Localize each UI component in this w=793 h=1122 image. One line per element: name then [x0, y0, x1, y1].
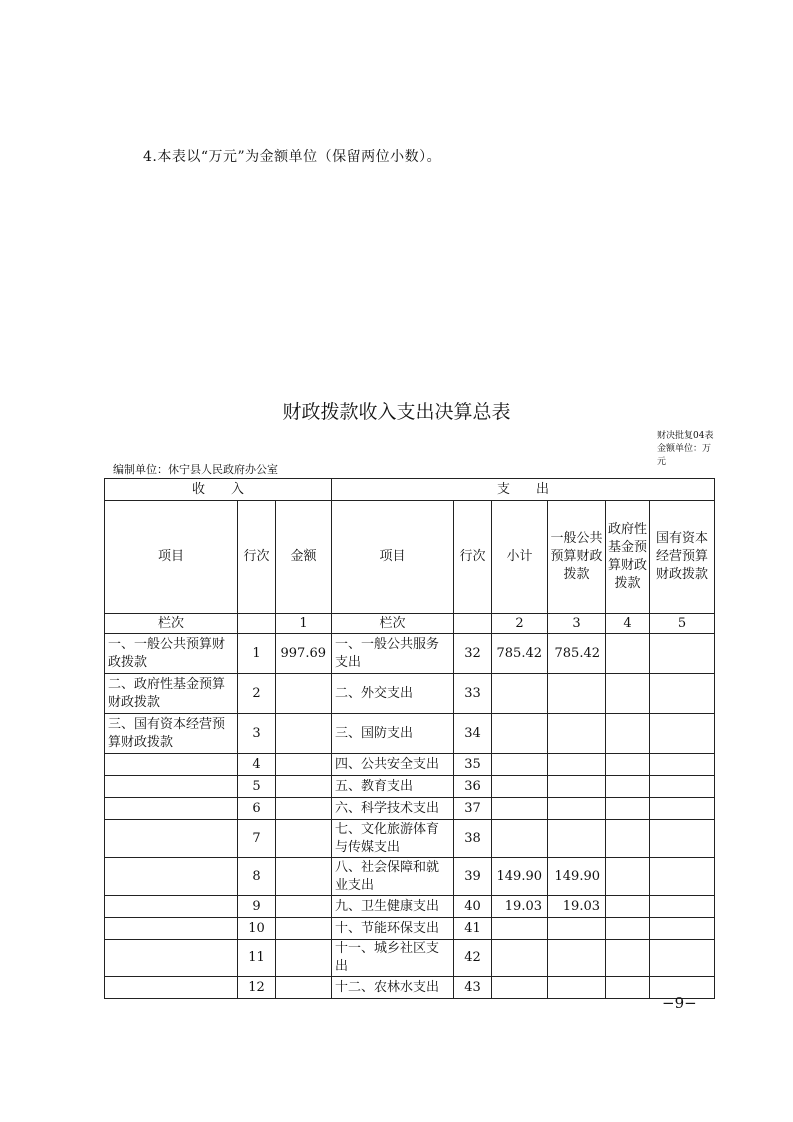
state-capital-budget [650, 896, 715, 918]
gov-fund-budget [606, 858, 650, 896]
expenditure-item: 六、科学技术支出 [332, 798, 454, 820]
gov-fund-budget [606, 776, 650, 798]
state-capital-budget [650, 754, 715, 776]
table-row [105, 977, 715, 999]
subtotal [492, 714, 548, 754]
expenditure-row-no: 38 [454, 820, 492, 858]
col-label-left: 栏次 [105, 614, 238, 634]
income-amount [276, 940, 332, 977]
state-capital-budget [650, 798, 715, 820]
general-budget [548, 940, 606, 977]
expenditure-item: 九、卫生健康支出 [332, 896, 454, 918]
income-row-no: 11 [238, 940, 276, 977]
col-3: 3 [548, 614, 606, 634]
expenditure-item: 七、文化旅游体育与传媒支出 [332, 820, 454, 858]
subtotal [492, 754, 548, 776]
income-row-no: 12 [238, 977, 276, 999]
income-row-no: 1 [238, 634, 276, 674]
expenditure-row-no: 36 [454, 776, 492, 798]
gov-fund-budget [606, 674, 650, 714]
income-header: 收 入 [105, 479, 332, 501]
income-amount [276, 674, 332, 714]
income-item [105, 858, 238, 896]
general-budget: 149.90 [548, 858, 606, 896]
income-amount [276, 776, 332, 798]
income-item [105, 798, 238, 820]
income-amount [276, 820, 332, 858]
expenditure-item: 二、外交支出 [332, 674, 454, 714]
gov-fund-budget [606, 940, 650, 977]
table-row [105, 798, 715, 820]
income-amount [276, 896, 332, 918]
expenditure-item: 十、节能环保支出 [332, 918, 454, 940]
gov-fund-budget [606, 918, 650, 940]
header-general: 一般公共预算财政拨款 [548, 501, 606, 614]
expenditure-item: 十二、农林水支出 [332, 977, 454, 999]
header-state-capital: 国有资本经营预算财政拨款 [650, 501, 715, 614]
table-row [105, 896, 715, 918]
income-amount [276, 918, 332, 940]
table-row [105, 714, 715, 754]
income-item [105, 776, 238, 798]
income-item [105, 940, 238, 977]
state-capital-budget [650, 714, 715, 754]
expenditure-row-no: 33 [454, 674, 492, 714]
page-title: 财政拨款收入支出决算总表 [282, 401, 511, 423]
income-amount [276, 754, 332, 776]
expenditure-item: 五、教育支出 [332, 776, 454, 798]
col-4: 4 [606, 614, 650, 634]
expenditure-row-no: 39 [454, 858, 492, 896]
expenditure-item: 三、国防支出 [332, 714, 454, 754]
table-row [105, 940, 715, 977]
expenditure-row-no: 37 [454, 798, 492, 820]
income-item: 一、一般公共预算财政拨款 [105, 634, 238, 674]
subtotal: 785.42 [492, 634, 548, 674]
subtotal [492, 977, 548, 999]
general-budget: 19.03 [548, 896, 606, 918]
col-5: 5 [650, 614, 715, 634]
income-row-no: 4 [238, 754, 276, 776]
expenditure-row-no: 35 [454, 754, 492, 776]
column-header-row [105, 501, 715, 614]
col-2: 2 [492, 614, 548, 634]
general-budget [548, 798, 606, 820]
income-item [105, 820, 238, 858]
subtotal: 19.03 [492, 896, 548, 918]
expenditure-item: 十一、城乡社区支出 [332, 940, 454, 977]
income-item [105, 754, 238, 776]
col-label-right: 栏次 [332, 614, 454, 634]
income-amount: 997.69 [276, 634, 332, 674]
general-budget [548, 776, 606, 798]
header-gov-fund: 政府性基金预算财政拨款 [606, 501, 650, 614]
income-row-no: 8 [238, 858, 276, 896]
state-capital-budget [650, 634, 715, 674]
general-budget [548, 977, 606, 999]
income-row-no: 2 [238, 674, 276, 714]
expenditure-row-no: 42 [454, 940, 492, 977]
gov-fund-budget [606, 977, 650, 999]
table-row [105, 634, 715, 674]
income-item [105, 918, 238, 940]
table-row [105, 754, 715, 776]
table-meta [657, 430, 717, 469]
budget-table [104, 478, 715, 999]
header-subtotal: 小计 [492, 501, 548, 614]
state-capital-budget [650, 674, 715, 714]
gov-fund-budget [606, 820, 650, 858]
header-amount: 金额 [276, 501, 332, 614]
table-row [105, 674, 715, 714]
table-row [105, 820, 715, 858]
header-item: 项目 [105, 501, 238, 614]
footnote-unit: 4.本表以“万元”为金额单位（保留两位小数）。 [143, 149, 442, 165]
gov-fund-budget [606, 714, 650, 754]
expenditure-row-no: 43 [454, 977, 492, 999]
expenditure-item: 一、一般公共服务支出 [332, 634, 454, 674]
income-row-no: 10 [238, 918, 276, 940]
expenditure-item: 八、社会保障和就业支出 [332, 858, 454, 896]
header-exp-row-no: 行次 [454, 501, 492, 614]
table-row [105, 776, 715, 798]
table-row [105, 918, 715, 940]
state-capital-budget [650, 940, 715, 977]
state-capital-budget [650, 776, 715, 798]
income-row-no: 3 [238, 714, 276, 754]
compiling-unit: 编制单位：休宁县人民政府办公室 [113, 463, 278, 476]
section-header-row [105, 479, 715, 501]
income-item [105, 977, 238, 999]
expenditure-row-no: 41 [454, 918, 492, 940]
income-item [105, 896, 238, 918]
subtotal: 149.90 [492, 858, 548, 896]
expenditure-header: 支 出 [332, 479, 715, 501]
subtotal [492, 674, 548, 714]
general-budget: 785.42 [548, 634, 606, 674]
gov-fund-budget [606, 798, 650, 820]
income-item: 三、国有资本经营预算财政拨款 [105, 714, 238, 754]
state-capital-budget [650, 918, 715, 940]
general-budget [548, 918, 606, 940]
col-1: 1 [276, 614, 332, 634]
expenditure-row-no: 34 [454, 714, 492, 754]
subtotal [492, 798, 548, 820]
income-row-no: 5 [238, 776, 276, 798]
state-capital-budget [650, 820, 715, 858]
page-number: −9− [662, 994, 697, 1012]
gov-fund-budget [606, 754, 650, 776]
gov-fund-budget [606, 896, 650, 918]
income-amount [276, 798, 332, 820]
table-row [105, 858, 715, 896]
subtotal [492, 820, 548, 858]
general-budget [548, 674, 606, 714]
amount-unit: 金额单位：万元 [657, 444, 712, 467]
subtotal [492, 918, 548, 940]
subtotal [492, 940, 548, 977]
income-amount [276, 714, 332, 754]
subtotal [492, 776, 548, 798]
state-capital-budget [650, 858, 715, 896]
income-row-no: 9 [238, 896, 276, 918]
expenditure-row-no: 40 [454, 896, 492, 918]
income-amount [276, 858, 332, 896]
general-budget [548, 820, 606, 858]
header-row-no: 行次 [238, 501, 276, 614]
header-exp-item: 项目 [332, 501, 454, 614]
general-budget [548, 754, 606, 776]
expenditure-row-no: 32 [454, 634, 492, 674]
gov-fund-budget [606, 634, 650, 674]
income-item: 二、政府性基金预算财政拨款 [105, 674, 238, 714]
income-row-no: 6 [238, 798, 276, 820]
income-row-no: 7 [238, 820, 276, 858]
general-budget [548, 714, 606, 754]
column-number-row [105, 614, 715, 634]
form-number: 财决批复04表 [657, 431, 714, 441]
income-amount [276, 977, 332, 999]
expenditure-item: 四、公共安全支出 [332, 754, 454, 776]
